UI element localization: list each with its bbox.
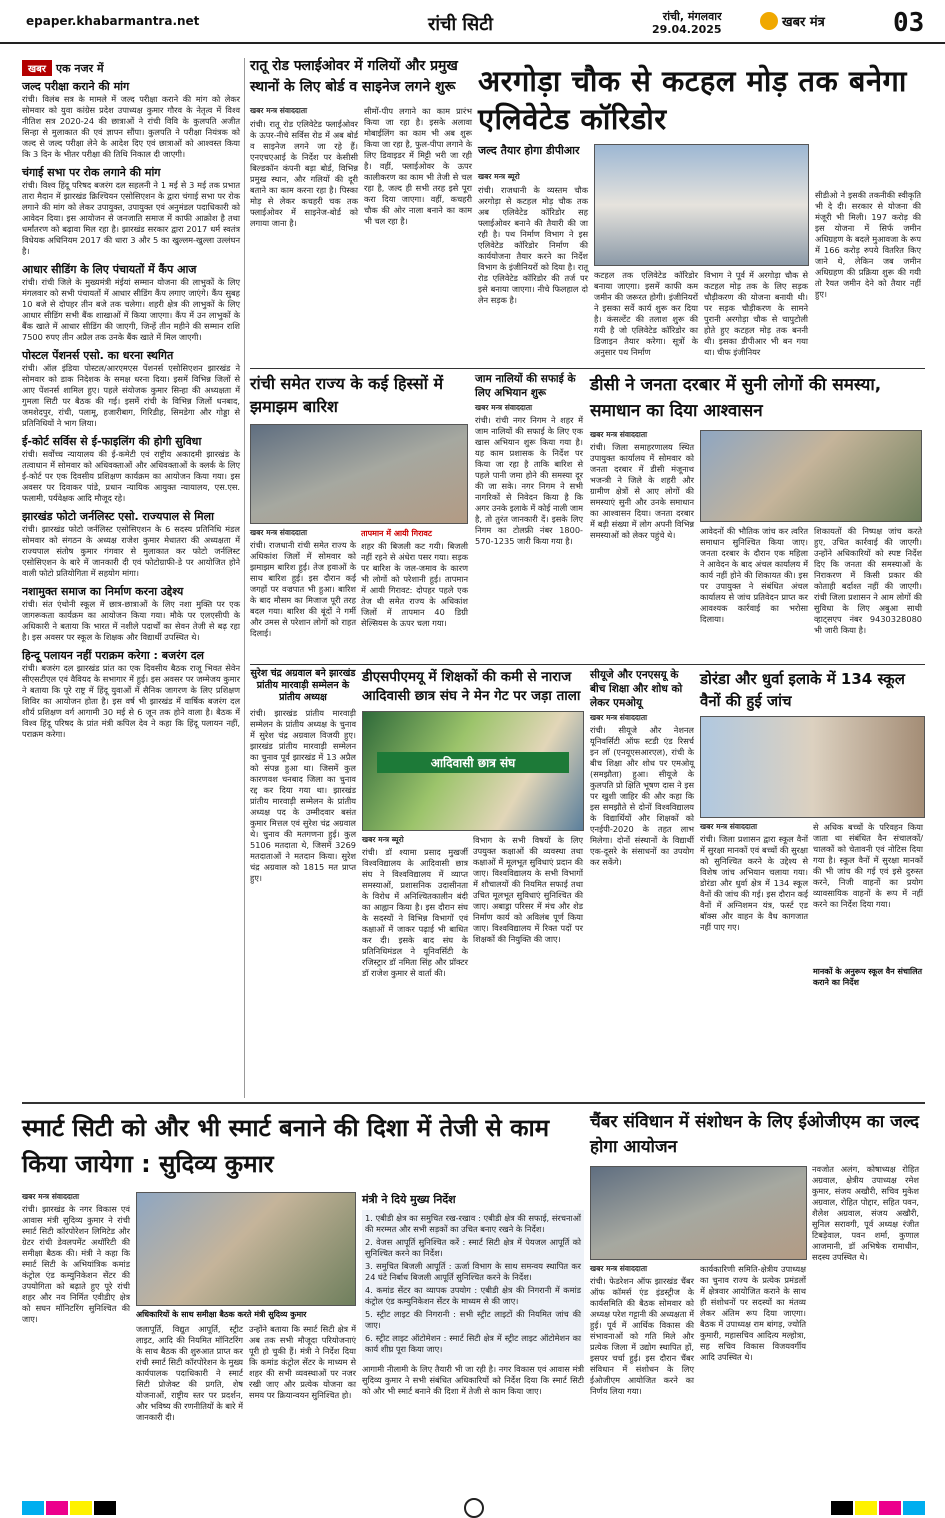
directive-item: 2. वेजस आपूर्ति सुनिश्चित करें : स्मार्ट सिटी क्षेत्र में पेयजल आपूर्ति को सुनिश्चित करने का निर्देश। (365, 1237, 581, 1258)
brand-name: खबर मंत्र (782, 15, 825, 30)
van-byline: खबर मन्त्र संवाददाता (700, 822, 758, 831)
drain-story (475, 372, 583, 662)
smart-city-text-a: रांची। झारखंड के नगर विकास एवं आवास मंत्री सुदिव्य कुमार ने रांची स्मार्ट सिटी कॉरपोरेशन लिमिटेड और ग्रेटर रांची डेवलपमेंट अथॉरिटी की समीक्षा बैठक की। मंत्री ने कहा कि स्मार्ट सिटी के अभियांत्रिक कमांड कंट्रोल एंड कम्युनिकेशन सेंटर की उपयोगिता को बढ़ाते हुए पूरे रांची शहर और नव निर्मित एवीडीए क्षेत्र को सघन मॉनिटरिंग सुनिश्चित की जाए। (22, 1204, 130, 1324)
van-subhead: मानकों के अनुरूप स्कूल वैन संचालित कराने का निर्देश (813, 967, 923, 987)
directive-item: 6. स्ट्रीट लाइट ऑटोमेशन : स्मार्ट सिटी क्षेत्र में स्ट्रीट लाइट ऑटोमेशन का कार्य शीघ्र पूरा किया जाए। (365, 1333, 581, 1354)
smart-city-text-c: उन्होंने बताया कि स्मार्ट सिटी क्षेत्र में अब तक सभी मौजूदा परियोजनाएं पूरी हो चुकी हैं। मंत्री ने निर्देश दिया कि कमांड कंट्रोल सेंटर के माध्यम से शहर की सभी व्यवस्थाओं पर नजर रखी जाए और प्रत्येक योजना का समय पर क्रियान्वयन सुनिश्चित हो। (249, 1324, 356, 1400)
mou-headline: सीयूजे और एनएसयू के बीच शिक्षा और शोध को लेकर एमओयू (590, 669, 683, 709)
dspmu-text-a: रांची। डॉ श्यामा प्रसाद मुखर्जी विश्वविद्यालय के आदिवासी छात्र संघ ने विश्वविद्यालय में व्याप्त समस्याओं, प्रशासनिक उदासीनता के विरोध में अनिश्चितकालीन बंदी का आह्वान किया है। इस दौरान संघ के सदस्यों ने विभिन्न विभागों एवं कक्षाओं में जाकर पढ़ाई भी बाधित कर दी। इसके बाद संघ के प्रतिनिधिमंडल ने यूनिवर्सिटी के रजिस्ट्रार डॉ नमिता सिंह और प्रॉक्टर डॉ राजेश कुमार से वार्ता की। (362, 847, 468, 978)
rain-text-a: रांची। राजधानी रांची समेत राज्य के अधिकांश जिलों में सोमवार को झमाझम बारिश हुई। तेज हवाओं के साथ बारिश हुई। इस दौरान कई जगहों पर वज्रपात भी हुआ। बारिश के बाद मौसम का मिजाज पूरी तरह बदल गया। बारिश की बूंदों ने गर्मी और उमस से परेशान लोगों को राहत दिलाई। (250, 540, 356, 638)
sammelan-headline: सुरेश चंद्र अग्रवाल बने झारखंड प्रांतीय मारवाड़ी सम्मेलन के प्रांतीय अध्यक्ष (250, 668, 356, 703)
brief-item (22, 585, 240, 643)
directives-title: मंत्री ने दिये मुख्य निर्देश (362, 1193, 456, 1206)
place-day: रांची, मंगलवार (662, 10, 722, 23)
rain-byline: खबर मन्त्र संवाददाता (250, 528, 308, 537)
mou-text: रांची। सीयूजे और नेशनल यूनिवर्सिटी ऑफ स्टडी एंड रिसर्च इन लॉ (एनयूएसआरएल), रांची के बीच शिक्षा और शोध पर एमओयू (समझौता) हुआ। सीयूजे के कुलपति प्रो क्षिति भूषण दास ने इस पर खुशी जाहिर की और कहा कि इस समझौते से दोनों विश्वविद्यालय के विद्यार्थियों और शिक्षकों को एनईपी-2020 के तहत लाभ मिलेगा। दोनों संस्थानों के विद्यार्थी एक-दूसरे के संसाधनों का उपयोग कर सकेंगे। (590, 725, 694, 867)
section-rule (250, 664, 925, 665)
smart-city-headline: स्मार्ट सिटी को और भी स्मार्ट बनाने की दिशा में तेजी से काम किया जायेगा : सुदिव्य कुमार (22, 1114, 550, 1178)
dc-text-a: रांची। जिला समाहरणालय स्थित उपायुक्त कार्यालय में सोमवार को जनता दरबार में डीसी मंजूनाथ भजन्त्री ने जिले के शहरी और ग्रामीण क्षेत्रों से आए लोगों की समस्याएं सुनी और उनके समाधान का आश्वासन दिया। जनता दरबार में बड़ी संख्या में लोग अपनी विभिन्न समस्याओं को लेकर पहुंचे थे। (590, 442, 694, 540)
brief-item-text: रांची। बजरंग दल झारखंड प्रांत का एक दिवसीय बैठक राजू भिवत सेवेन सीएसटीएल एवं वैवियद के सभागार में हुई। इस अवसर पर जम्मेजय कुमार ने बताया कि पूरे राष्ट्र में हिंदू युवाओं में सैनिक जागरण के लिए प्रशिक्षण शिविर का आयोजन होता है। इस वर्ष भी झारखंड में वार्षिक बजरंग दल शौर्य प्रशिक्षण वर्ग आगामी 30 मई से 6 जून तक होने वाला है। बैठक में विश्व हिंदू परिषद के प्रांत मंत्री कपिल देव ने कहा कि हिंदू पलायन नहीं, पराक्रम करेगा। (22, 663, 240, 739)
brief-item (22, 80, 240, 160)
column-divider (244, 58, 245, 1098)
issue-date: 29.04.2025 (652, 23, 722, 36)
brief-item (22, 349, 240, 429)
brief-item-headline: नशामुक्त समाज का निर्माण करना उद्देश्य (22, 585, 184, 598)
drain-headline: जाम नालियों की सफाई के लिए अभियान शुरू (475, 373, 576, 399)
directive-item: 4. कमांड सेंटर का व्यापक उपयोग : एबीडी क्षेत्र की निगरानी में कमांड कंट्रोल एंड कम्युनिकेशन सेंटर के माध्यम से की जाए। (365, 1285, 581, 1306)
lead-sub: जल्द तैयार होगा डीपीआर (478, 144, 580, 157)
sammelan-text: रांची। झारखंड प्रांतीय मारवाड़ी सम्मेलन के प्रांतीय अध्यक्ष के चुनाव में सुरेश चंद्र अग्रवाल विजयी हुए। झारखंड प्रांतीय मारवाड़ी सम्मेलन का चुनाव पूर्व झारखंड में 13 अप्रैल को संपन्न हुआ था। जिसमें कुल कारणवश चनबाद जिला का चुनाव रद्द कर दिया गया था। झारखंड प्रांतीय मारवाड़ी सम्मेलन के प्रांतीय अध्यक्ष पद के उम्मीदवार बसंत कुमार मित्तल एवं सुरेश चंद्र अग्रवाल थे। चुनाव की मतगणना हुई। कुल 5106 मतदाता थे, जिसमें 3269 मतदाताओं ने मतदान किया। सुरेश चंद्र अग्रवाल को 1815 मत प्राप्त हुए। (250, 708, 356, 883)
janta-darbar-photo (700, 430, 922, 522)
directives-box (362, 1210, 584, 1360)
brief-item-headline: पोस्टल पेंशनर्स एसो. का धरना स्थगित (22, 349, 174, 362)
dc-text-c: शिकायतों की निष्पक्ष जांच करते हुए, उचित कार्रवाई की जाएगी। उन्होंने अधिकारियों को स्पष्ट निर्देश दिए कि जनता की समस्याओं के निराकरण में किसी प्रकार की कोताही बर्दाश्त नहीं की जाएगी। रांची जिला प्रशासन ने आम लोगों की सुविधा के लिए अबुआ साथी व्हाट्सएप नंबर 9430328080 भी जारी किया है। (814, 526, 922, 635)
brief-title: एक नजर में (55, 61, 104, 75)
brief-item-text: रांची। विश्व हिंदू परिषद बजरंग दल सहलनी ने 1 मई से 3 मई तक प्रभात तारा मैदान में झारखंड क्रिश्चियन एसोसिएशन के द्वारा चंगाई सभा पर रोक लगाने की मांग को लेकर उपायुक्त, उपायुक्त एवं अनुमंडल पदाधिकारी को आवेदन दिया। इस आयोजन से जनजाति समाज में काफी आक्रोश है तथा धर्मांतरण को बढ़ावा मिल रहा है। झारखंड सरकार द्वारा 2017 धर्म स्वतंत्र विधेयक अधिनियम 2017 की धारा 3 और 5 का खुल्लम-खुल्ला उल्लंघन है। (22, 180, 240, 256)
drain-byline: खबर मन्त्र संवाददाता (475, 403, 533, 412)
brief-item-headline: आधार सीडिंग के लिए पंचायतों में कैंप आज (22, 263, 197, 276)
chamber-meeting-photo (590, 1166, 807, 1260)
chamber-text-b: कार्यकारिणी समिति-क्षेत्रीय उपाध्यक्ष का चुनाव राज्य के प्रत्येक प्रमंडलों में क्षेत्रवार आयोजित कराने के साथ ही संशोधनों पर सदस्यों का मंतव्य लेकर अंतिम रूप दिया जाएगा। बैठक में उपाध्यक्ष राम बांगड़, ज्योति कुमारी, महासचिव आदित्य मल्होत्रा, सह सचिव विकास विजयवर्गीय आदि उपस्थित थे। (700, 1264, 806, 1362)
brief-item (22, 649, 240, 740)
van-text-b: से अधिक बच्चों के परिवहन किया जाता था संबंधित वैन संचालकों/ चालकों को चेतावनी एवं नोटिस दिया गया है। स्कूल वैनों में सुरक्षा मानकों की भी जांच की गई एवं इसे दुरुस्त करने, निजी वाहनों का प्रयोग व्यावसायिक वाहनों के रूप में नहीं करने का निर्देश दिया गया। (813, 822, 923, 909)
brief-item (22, 166, 240, 257)
lead-text-b: कटहल तक एलिवेटेड कॉरिडोर बनाया जाएगा। इसमें काफी कम जमीन की जरूरत होगी। इंजीनियरों ने इसका सर्वे कार्य शुरू कर दिया है। कंसल्टेंट की तलाश शुरू की गयी है जो एलिवेटेड कॉरिडोर का डिजाइन तैयार करेगा। सूत्रों के अनुसार पथ निर्माण (594, 270, 698, 357)
brief-item-text: रांची। सर्वोच्च न्यायालय की ई-कमेटी एवं राष्ट्रीय अकादमी झारखंड के तत्वाधान में सोमवार को अधिवक्ताओं और अधिवक्ताओं के क्लर्क के लिए ई-कोर्ट पर एक दिवसीय प्रशिक्षण कार्यक्रम का आयोजन किया गया। इस अवसर पर दिवाकर पांडे, प्रधान न्यायिक आयुक्त न्यायालय, एस.एस. फलामी, पर्यवेक्षक आदि मौजूद रहे। (22, 449, 240, 503)
flyover-byline: खबर मन्त्र संवाददाता (250, 106, 308, 115)
flyover-text-a: रांची। रातू रोड एलिवेटेड फ्लाईओवर के ऊपर-नीचे सर्विस रोड में अब बोर्ड व साइनेज लगने जा रहे हैं। एनएचएआई के निर्देश पर केसीसी बिल्डकॉन कंपनी बड़ा बोर्ड, विभिन्न प्रमुख स्थान, और गलियों की दूरी बताने का काम करना रहा है। पिस्का मोड़ से लेकर कचहरी चक तक फ्लाईओवर में साइनेज-बोर्ड को लगाया जाना है। (250, 119, 358, 228)
mou-story (590, 668, 694, 1098)
dateline (652, 10, 722, 36)
rain-subhead: तापमान में आयी गिरावट (361, 529, 432, 538)
meeting-photo (136, 1192, 356, 1306)
smart-city-text-d: आगामी नीलामी के लिए तैयारी भी जा रही है। नगर विकास एवं आवास मंत्री सुदिव्य कुमार ने सभी संबंधित अधिकारियों को निर्देश दिया कि स्मार्ट सिटी को और भी स्मार्ट बनाने की दिशा में तेजी से काम किया जाए। (362, 1364, 584, 1396)
van-story (700, 668, 925, 1098)
brief-item-text: रांची। रांची जिले के मुख्यमंत्री मंईयां सम्मान योजना की लाभुकों के लिए मंगलवार को सभी पंचायतों में आधार सीडिंग कैंप लगाए जाएंगे। कैंप सुबह 10 बजे से दोपहर तीन बजे तक चलेगा। शहरी क्षेत्र की लाभुकों के लिए आधार सीडिंग सभी बैंक शाखाओं में किया जाएगा। कैंप में उन लाभुकों के बैंक खाते में आधार सीडिंग की जाएगी, जिन्हें तीन महीने की सम्मान राशि 7500 रुपए तीन अप्रैल तक उनके बैंक खाते में मिल जाएगी। (22, 277, 240, 342)
page-number: 03 (893, 8, 925, 38)
drain-text: रांची। रांची नगर निगम ने शहर में जाम नालियों की सफाई के लिए एक खास अभियान शुरू किया गया है। यह काम प्रशासक के निर्देश पर किया जा रहा है ताकि बारिश से पहले पानी जमा होने की समस्या दूर की जा सके। नगर निगम ने सभी नागरिकों से निवेदन किया है कि अगर उनके इलाके में कोई नाली जाम है, तो तुरंत जानकारी दें। इसके लिए निगम का टोलफ्री नंबर 1800-570-1235 जारी किया गया है। (475, 415, 583, 546)
brand-logo (760, 10, 880, 32)
section-rule (250, 368, 925, 369)
van-headline: डोरंडा और धुर्वा इलाके में 134 स्कूल वैनों की हुई जांच (700, 670, 905, 710)
brief-item (22, 263, 240, 343)
dspmu-byline: खबर मन्त्र ब्यूरो (362, 835, 404, 844)
protest-photo (362, 711, 584, 831)
van-check-photo (700, 716, 925, 818)
dc-story (590, 372, 925, 662)
mou-byline: खबर मन्त्र संवाददाता (590, 713, 648, 722)
brief-item-headline: झारखंड फोटो जर्नलिस्ट एसो. राज्यपाल से मिला (22, 510, 214, 523)
page-header (0, 0, 945, 44)
rain-story (250, 372, 468, 662)
brief-item-text: रांची। विलंब सत्र के मामले में जल्द परीक्षा कराने की मांग को लेकर सोमवार को युवा कांग्रेस प्रदेश उपाध्यक्ष कुमार गौरव के नेतृत्व में विश्व नीतिश सत्र 2020-24 की छात्राओं ने रांची विवि के कुलपति अजीत सिन्हा से मुलाकात की एवं ज्ञापन सौंपा। कुलपति ने परीक्षा नियंत्रक को जल्द से जल्द परीक्षा लेने के आदेश दिए एवं छात्राओं को आश्वस्त किया कि 3 दिन के भीतर परीक्षा की तिथि निकाल दी जाएगी। (22, 94, 240, 159)
brief-item-headline: हिन्दू पलायन नहीं पराक्रम करेगा : बजरंग दल (22, 649, 205, 662)
color-bar-right (831, 1501, 925, 1515)
rain-headline: रांची समेत राज्य के कई हिस्सों में झमाझम बारिश (250, 374, 444, 416)
brief-tag: खबर (22, 60, 52, 76)
registration-mark-icon (464, 1498, 484, 1518)
lead-text-a: रांची। राजधानी के व्यस्तम चौक अरगोड़ा से कटहल मोड़ चौक तक अब एलिवेटेड कॉरिडोर सह फ्लाईओवर बनाने की तैयारी की जा रही है। पथ निर्माण विभाग ने इस एलिवेटेड कॉरिडोर निर्माण की कार्ययोजना तैयार करने का निर्देश विभाग के इंजीनियरों को दिया है। रातू रोड एलिवेटेड कॉरिडोर की तर्ज पर इसे बनाया जाएगा। नीचे फिलहाल दो लेन सड़क है। (478, 185, 588, 305)
meeting-caption: अधिकारियों के साथ समीक्षा बैठक करते मंत्री सुदिव्य कुमार (136, 1310, 307, 1319)
chamber-byline: खबर मन्त्र संवाददाता (590, 1264, 648, 1273)
news-brief-column (22, 60, 240, 1100)
brief-item-text: रांची। झारखंड फोटो जर्नलिस्ट एसोसिएशन के 6 सदस्य प्रतिनिधि मंडल सोमवार को संगठन के अध्यक्ष राजेश कुमार मेधातरा की अध्यक्षता में राज्यपाल संतोष कुमार गंगवार से मुलाकात कर फोटो जर्नलिस्ट एसोसिएशन के बारे में जानकारी दी एवं फोटोग्राफी-डे पर आयोजित होने वाली फोटो प्रतियोगिता में सहयोग मांगा। (22, 524, 240, 578)
brief-item-headline: चंगाई सभा पर रोक लगाने की मांग (22, 166, 161, 179)
smart-city-story (22, 1110, 584, 1495)
chamber-text-a: रांची। फेडरेशन ऑफ झारखंड चैंबर ऑफ कॉमर्स एंड इंडस्ट्रीज के कार्यसमिति की बैठक सोमवार को अध्यक्ष परेश गट्टानी की अध्यक्षता में हुई। पूर्व में आर्थिक विकास की संभावनाओं को गति मिले और प्रत्येक जिला में उद्योग स्थापित हों, इसपर चर्चा हुई। इस दौरान चैंबर संविधान में संशोधन के लिए ईओजीएम आयोजित करने का निर्णय लिया गया। (590, 1276, 694, 1396)
dc-text-b: आवेदनों की भौतिक जांच कर त्वरित समाधान सुनिश्चित किया जाए। जनता दरबार के दौरान एक महिला ने आवेदन के बाद अंचल कार्यालय में कार्य नहीं होने की शिकायत की। इस पर उपायुक्त ने संबंधित अंचल कार्यालय से जांच प्रतिवेदन प्राप्त कर आवश्यक कार्रवाई का भरोसा दिलाया। (700, 526, 808, 624)
flyover-text-b: सीमों-पीप लगाने का काम प्रारंभ किया जा रहा है। इसके अलावा मोबाईलिंग का काम भी अब शुरू किया जा रहा है, फुल-पीपा लगाने के लिए डिवाइडर में मिट्टी भरी जा रही है। वहीं, फ्लाईओवर के ऊपर कालीकरण का काम भी तेजी से चल रहा है, जल्द ही सभी तरह इसे पूरा करा दिया जाएगा। वहीं, कचहरी चौक की ओर नाला बनाने का काम भी चल रहा है। (364, 106, 472, 226)
directive-item: 5. स्ट्रीट लाइट की निगरानी : सभी स्ट्रीट लाइटों की नियमित जांच की जाए। (365, 1309, 581, 1330)
brief-item (22, 510, 240, 579)
brief-item-text: रांची। संत एंथोनी स्कूल में छात्र-छात्राओं के लिए नशा मुक्ति पर एक जागरूकता कार्यक्रम का आयोजन किया गया। मौके पर एलएसीपी के अधिकारी ने बताया कि भारत में नशीले पदार्थों का सेवन तेजी से बढ़ रहा है। इस अवसर पर स्कूल के शिक्षक और विद्यार्थी उपस्थित थे। (22, 599, 240, 642)
dspmu-story (362, 668, 584, 1098)
brief-item-headline: ई-कोर्ट सर्विस से ई-फाइलिंग की होगी सुविधा (22, 435, 202, 448)
site-url[interactable]: epaper.khabarmantra.net (26, 14, 200, 28)
brief-item (22, 435, 240, 504)
flyover-story (250, 56, 472, 366)
chamber-story (590, 1110, 925, 1495)
corridor-render-image (594, 144, 809, 266)
smart-city-text-b: जलापूर्ति, विद्युत आपूर्ति, स्ट्रीट लाइट, आदि की नियमित मॉनिटरिंग के साथ बैठक की शुरुआत प्राप्त कर रांची स्मार्ट सिटी कॉरपोरेशन के मुख्य कार्यपालक पदाधिकारी ने स्मार्ट सिटी प्रोजेक्ट की प्रगति, शेष योजनाओं, राष्ट्रीय स्तर पर प्रदर्शन, और भविष्य की रणनीतियों के बारे में जानकारी दी। (136, 1324, 243, 1422)
lead-text-d: सीडीओ ने इसकी तकनीकी स्वीकृति भी दे दी। सरकार से योजना की मंजूरी भी मिली। 197 करोड़ की इस योजना में सिर्फ जमीन अधिग्रहण के बदले मुआवजा के रूप में 166 करोड़ रुपये वितरित किए जाने थे, लेकिन जब जमीन अधिग्रहण की प्रक्रिया शुरू की गयी तो रैयत जमीन देने को तैयार नहीं हुए। (815, 190, 921, 299)
lead-story (478, 62, 923, 372)
dspmu-headline: डीएसपीएमयू में शिक्षकों की कमी से नाराज आदिवासी छात्र संघ ने मेन गेट पर जड़ा ताला (362, 669, 581, 704)
section-rule (22, 1102, 925, 1104)
chamber-headline: चैंबर संविधान में संशोधन के लिए ईओजीएम का जल्द होगा आयोजन (590, 1112, 920, 1157)
lead-headline: अरगोड़ा चौक से कटहल मोड़ तक बनेगा एलिवेटेड कॉरिडोर (478, 64, 907, 136)
directive-item: 3. समुचित बिजली आपूर्ति : ऊर्जा विभाग के साथ समन्वय स्थापित कर 24 घंटे निर्बाध बिजली आपूर्ति सुनिश्चित करने के निर्देश। (365, 1261, 581, 1282)
van-text-a: रांची। जिला प्रशासन द्वारा स्कूल वैनों में सुरक्षा मानकों एवं बच्चों की सुरक्षा को सुनिश्चित करने के उद्देश्य से विशेष जांच अभियान चलाया गया। डोरंडा और धुर्वा क्षेत्र में 134 स्कूल वैनों की जांच की गई। इस दौरान कई वैनों में अग्निशमन यंत्र, फर्स्ट एड बॉक्स और वाहन के वैध कागजात नहीं पाए गए। (700, 834, 808, 932)
directive-item: 1. एबीडी क्षेत्र का समुचित रख-रखाव : एबीडी क्षेत्र की सफाई, संरचनाओं की मरम्मत और सभी सड़कों का उचित बनाए रखने के निर्देश। (365, 1213, 581, 1234)
brief-list (22, 80, 240, 740)
color-bar-left (22, 1501, 116, 1515)
dspmu-text-b: विभाग के सभी विषयों के लिए उपयुक्त कक्षाओं की व्यवस्था तथा कक्षाओं में मूलभूत सुविधाएं प्रदान की जाए। विश्वविद्यालय के सभी विभागों में शौचालयों की नियमित सफाई तथा उचित मूलभूत सुविधाएं सुनिश्चित की जाए। अबाड्रा परिसर में मंच और शेड निर्माण कार्य को अविलंब पूर्ण किया जाए। विश्वविद्यालय में रिक्त पदों पर शिक्षकों की नियुक्ति की जाए। (473, 835, 583, 944)
brief-item-text: रांची। ऑल इंडिया पोस्टल/आरएमएस पेंशनर्स एसोसिएशन झारखंड ने सोमवार को डाक निदेशक के समक्ष धरना दिया। इसमें विभिन्न जिलों से आए पेंशनर्स शामिल हुए। पहले संयोजक कुमार सिन्हा की अध्यक्षता में गुमला सिटी पर बैठक की गई। इसमें रांची के विभिन्न जिलों धनबाद, जमशेदपुर, रांची, पलामू, हजारीबाग, गिरिडीह, सिमडेगा और गोड्डा से प्रतिनिधियों ने भाग लिया। (22, 363, 240, 428)
dc-byline: खबर मन्त्र संवाददाता (590, 430, 648, 439)
lead-text-c: विभाग ने पूर्व में अरगोड़ा चौक से कटहल मोड़ तक के लिए सड़क चौड़ीकरण की योजना बनायी थी। पर सड़क चौड़ीकरण के सामने पुरानी अरगोड़ा चौक से चापुटोली होते हुए कटहल मोड़ तक बननी थी। इसका डीपीआर भी बन गया था। चीफ इंजीनियर (704, 270, 808, 357)
dc-headline: डीसी ने जनता दरबार में सुनी लोगों की समस्या, समाधान का दिया आश्वासन (590, 375, 882, 421)
chamber-text-c: नवजोत अलंग, कोषाध्यक्ष रोहित अग्रवाल, क्षेत्रीय उपाध्यक्ष रमेश कुमार, संजय अखौरी, सचिव मुकेश अग्रवाल, रोहित पोद्दार, सहित पवन, शैलेश अग्रवाल, संजय अखौरी, सुनिल सरावगी, पूर्व अध्यक्ष रंजीत टिबड़ेवाल, पवन शर्मा, कुणाल आजमानी, डॉ अभिषेक रामाधीन, सदस्य उपस्थित थे। (812, 1164, 919, 1262)
smart-city-byline: खबर मन्त्र संवाददाता (22, 1192, 80, 1201)
print-marks (22, 1500, 925, 1516)
protest-banner: आदिवासी छात्र संघ (377, 752, 569, 773)
rain-text-b: शहर की बिजली कट गयी। बिजली नहीं रहने से अंधेरा पसर गया। सड़क पर बारिश के जल-जमाव के कारण भी लोगों को परेशानी हुई। तापमान में आयी गिरावट: दोपहर पहले एक तेज थी समेत राज्य के अधिकांश जिलों में तापमान 40 डिग्री सेल्सियस के ऊपर चला गया। (361, 541, 468, 628)
brief-item-headline: जल्द परीक्षा कराने की मांग (22, 80, 130, 93)
section-title: रांची सिटी (428, 14, 493, 35)
flyover-headline: रातू रोड फ्लाईओवर में गलियों और प्रमुख स्थानों के लिए बोर्ड व साइनेज लगने शुरू (250, 58, 458, 95)
brand-logo-icon (760, 12, 778, 30)
lead-byline: खबर मन्त्र ब्यूरो (478, 172, 520, 181)
sammelan-story (250, 668, 356, 1098)
rain-photo (250, 424, 468, 524)
brief-header (22, 60, 240, 76)
